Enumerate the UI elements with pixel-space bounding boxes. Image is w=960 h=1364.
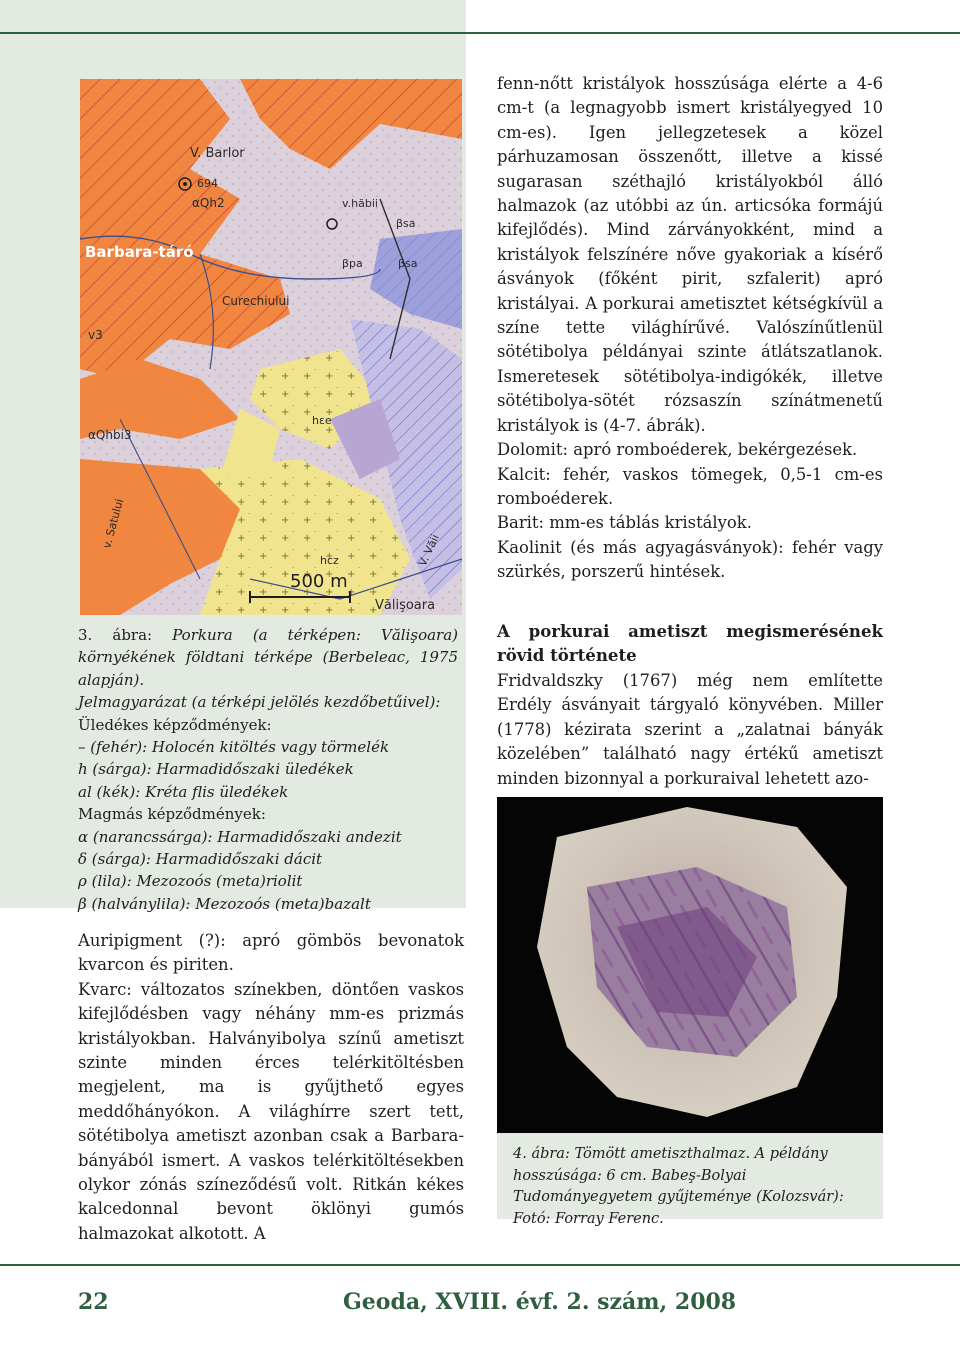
- map-label-bpa: βpa: [342, 257, 363, 270]
- caption3-legend-item: ρ (lila): Mezozoós (meta)riolit: [78, 872, 303, 891]
- paragraph-auripigment: Auripigment (?): apró gömbös bevonatok kvarcon és piriten.: [78, 931, 464, 975]
- map-label-hcz: hcz: [320, 554, 339, 567]
- map-label-aqh2: αQh2: [192, 196, 225, 210]
- bottom-rule: [0, 1264, 960, 1266]
- right-column-text: [497, 72, 883, 585]
- caption3-number: 3. ábra:: [78, 626, 173, 644]
- figure-4-caption: 4. ábra: Tömött ametiszthalmaz. A példány hosszúsága: 6 cm. Babeş-Bolyai Tudományegyetem gyűjteménye (Kolozsvár): Fotó: Forray Ferenc.: [513, 1146, 844, 1227]
- map-label-barbara-taro: Barbara-táró: [85, 243, 194, 261]
- amethyst-photo: [497, 797, 883, 1133]
- geological-map: [80, 79, 462, 615]
- page-number: 22: [78, 1289, 109, 1315]
- caption3-legend-item: β (halványlila): Mezozoós (meta)bazalt: [78, 894, 371, 913]
- paragraph-quartz: Kvarc: változatos színekben, döntően vaskos kifejlődésben vagy néhány mm-es prizmás kristályokban. Halványibolya színű ametiszt szinte minden érces telérkitöltésben megjelent, ma is gyűjthető egyes meddőhányókon. A világhírre szert tett, sötétibolya ametiszt azonban csak a Barbara-bányából ismert. A vaskos telérkitöltésekben olykor zónás színeződésű volt. Ritkán kékes kalcedonnal bevont öklönyi gumós halmazokat alkotott. A: [78, 979, 464, 1243]
- map-label-v-barlor: V. Barlor: [190, 146, 245, 161]
- map-label-valisoara: Vălişoara: [375, 598, 436, 613]
- caption3-sediments-heading: Üledékes képződmények:: [78, 715, 272, 734]
- section-heading: A porkurai ametiszt megismerésének rövid története: [497, 621, 883, 665]
- map-label-aqhbi3: αQhbi3: [88, 428, 132, 442]
- paragraph-kaolinite: Kaolinit (és más agyagásványok): fehér vagy szürkés, porszerű hintések.: [497, 537, 883, 582]
- map-label-v3: v3: [88, 328, 103, 342]
- caption3-magmatic-heading: Magmás képződmények:: [78, 805, 266, 824]
- paragraph-calcite: Kalcit: fehér, vaskos tömegek, 0,5-1 cm-es romboéderek.: [497, 464, 883, 508]
- journal-title: Geoda, XVIII. évf. 2. szám, 2008: [343, 1289, 737, 1315]
- section-body: Fridvaldszky (1767) még nem említette Erdély ásványait tárgyaló könyvében. Miller (1778) kézirata szerint a „zalatnai bányák közelében” található nagy értékű ametiszt minden bizonnyal a porkuraival lehetett azo-: [497, 671, 883, 788]
- paragraph-dolomite: Dolomit: apró romboéderek, bekérgezések.: [497, 440, 858, 460]
- map-label-vhabii: v.hăbii: [342, 197, 378, 210]
- map-label-hae: hεe: [312, 414, 332, 427]
- paragraph-amethyst: fenn-nőtt kristályok hosszúsága elérte a 4-6 cm-t (a legnagyobb ismert kristályegyed 10 cm-es). Igen jellegzetesek a közel párhuzamosan összenőtt, illetve a kissé sugarasan széthajló kristályokból álló halmazok (az utóbbi az ún. articsóka formájú kifejlődés). Mind zárványokként, mind a kristályok felszínére nőve gyakoriak a kísérő ásványok (főként pirit, szfalerit) apró kristályai. A porkurai ametisztet kétségkívül a színe tette világhírűvé. Valószínűtlenül sötétibolya példányai szinte átlátszatlanok. Ismeretesek sötétibolya-indigókék, illetve sötétibolya-sötét rózsaszín színátmenetű kristályok is (4-7. ábrák).: [497, 74, 883, 435]
- caption3-legend-item: al (kék): Kréta flis üledékek: [78, 782, 289, 801]
- map-label-694: 694: [197, 177, 218, 190]
- map-scale-label: 500 m: [290, 571, 348, 592]
- map-label-bsa: βsa: [396, 217, 416, 230]
- caption3-legend-item: h (sárga): Harmadidőszaki üledékek: [78, 760, 354, 779]
- caption3-legend-item: – (fehér): Holocén kitöltés vagy törmelék: [78, 738, 390, 757]
- caption3-legend-intro: Jelmagyarázat (a térképi jelölés kezdőbetűivel):: [78, 693, 441, 712]
- figure-3-caption: [78, 624, 458, 915]
- top-rule: [0, 32, 960, 34]
- map-label-v-satului: v. Satului: [100, 497, 127, 550]
- left-column-text: [78, 929, 464, 1246]
- caption3-legend-item: α (narancssárga): Harmadidőszaki andezit: [78, 827, 402, 846]
- map-label-bsa-2: βsa: [398, 257, 418, 270]
- map-label-curechiului: Curechiului: [222, 294, 290, 308]
- caption3-legend-item: δ (sárga): Harmadidőszaki dácit: [78, 850, 323, 869]
- map-label-v-valii: V. Văii: [415, 532, 442, 569]
- history-section: [497, 619, 883, 791]
- paragraph-barite: Barit: mm-es táblás kristályok.: [497, 513, 752, 533]
- caption3-title: Porkura (a térképen: Vălişoara) környékének földtani térképe (Berbeleac, 1975 alapján).: [78, 626, 459, 689]
